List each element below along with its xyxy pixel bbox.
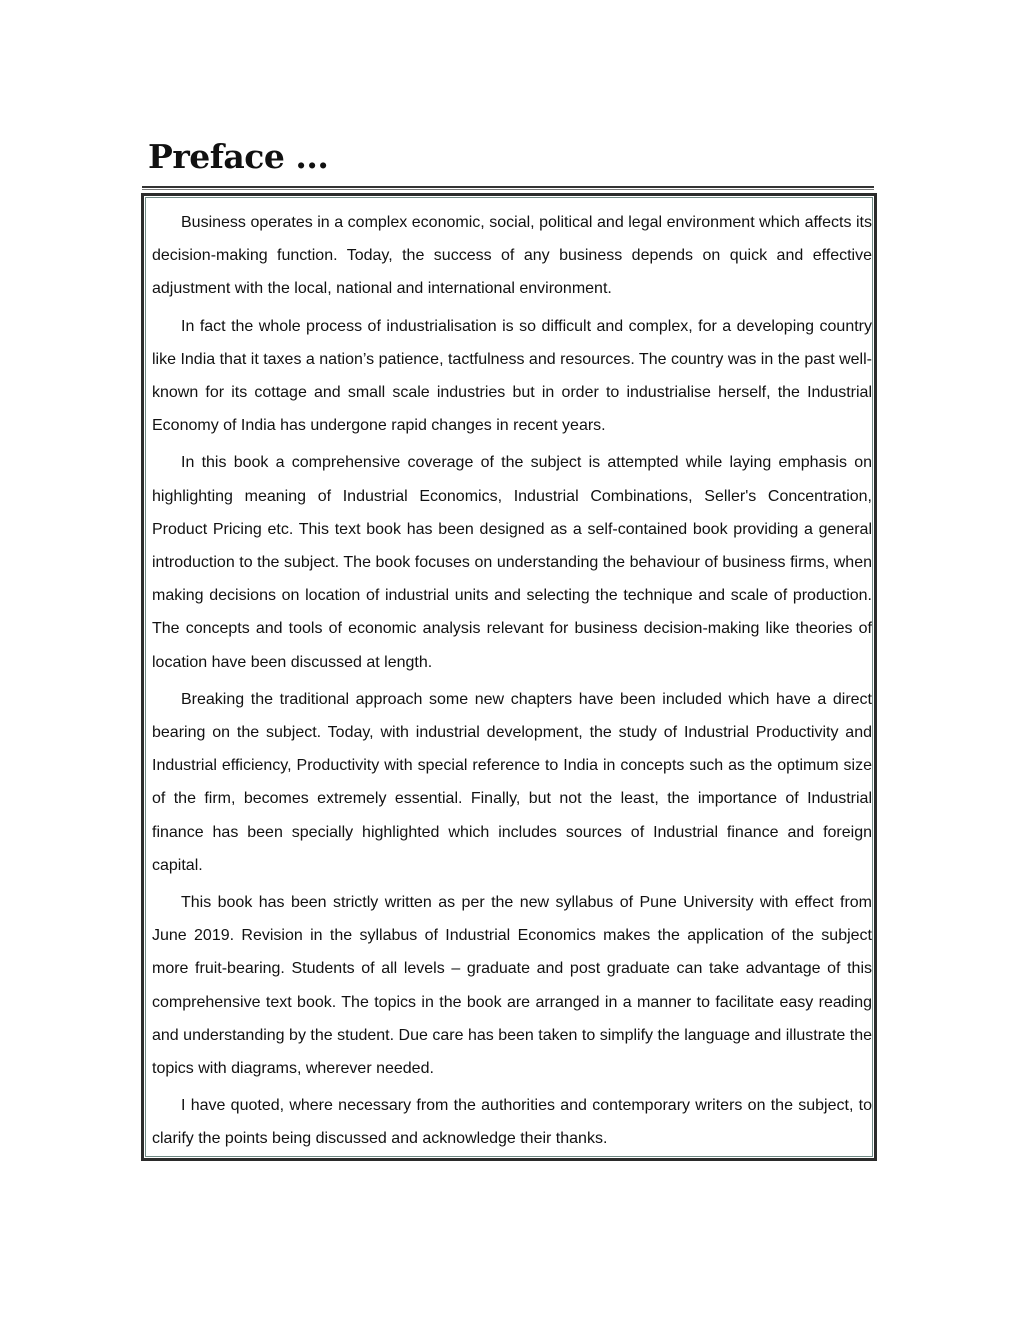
paragraph-3: In this book a comprehensive coverage of the subject is attempted while laying emphasis on highlighting meaning of Industrial Economics, Industrial Combinations, Seller's Concentration, Product Pricing etc. This text book has been designed as a self-contained book providing a general introduction to the subject. The book focuses on understanding the behaviour of business firms, when making decisions on location of industrial units and selecting the technique and scale of production. The concepts and tools of economic analysis relevant for business decision-making like theories of location have been discussed at length.: [152, 454, 872, 671]
heading-divider-thin: [142, 189, 874, 190]
paragraph-4: Breaking the traditional approach some new chapters have been included which have a direct bearing on the subject. Today, with industrial development, the study of Industrial Productivity and Industrial efficiency, Productivity with special reference to India in concepts such as the optimum size of the firm, becomes extremely essential. Finally, but not the least, the importance of Industrial finance has been specially highlighted which includes sources of Industrial finance and foreign capital.: [152, 690, 872, 874]
paragraph-5: This book has been strictly written as per the new syllabus of Pune University with effect from June 2019. Revision in the syllabus of Industrial Economics makes the application of the subject more fruit-bearing. Students of all levels – graduate and post graduate can take advantage of this comprehensive text book. The topics in the book are arranged in a manner to facilitate easy reading and understanding by the student. Due care has been taken to simplify the language and illustrate the topics with diagrams, wherever needed.: [152, 894, 872, 1078]
paragraph-2: In fact the whole process of industrialisation is so difficult and complex, for a developing country like India that it taxes a nation’s patience, tactfulness and resources. The country was in the past well-known for its cottage and small scale industries but in order to industrialise herself, the Industrial Economy of India has undergone rapid changes in recent years.: [152, 317, 872, 435]
paragraph-1: Business operates in a complex economic, social, political and legal environment which affects its decision-making function. Today, the success of any business depends on quick and effective adjustment with the local, national and international environment.: [152, 214, 872, 298]
preface-box: [141, 193, 877, 1161]
paragraph-6: I have quoted, where necessary from the authorities and contemporary writers on the subject, to clarify the points being discussed and acknowledge their thanks.: [152, 1097, 872, 1148]
heading-divider: [142, 186, 874, 188]
page-title: Preface ...: [148, 137, 329, 176]
preface-text: [152, 206, 872, 1160]
